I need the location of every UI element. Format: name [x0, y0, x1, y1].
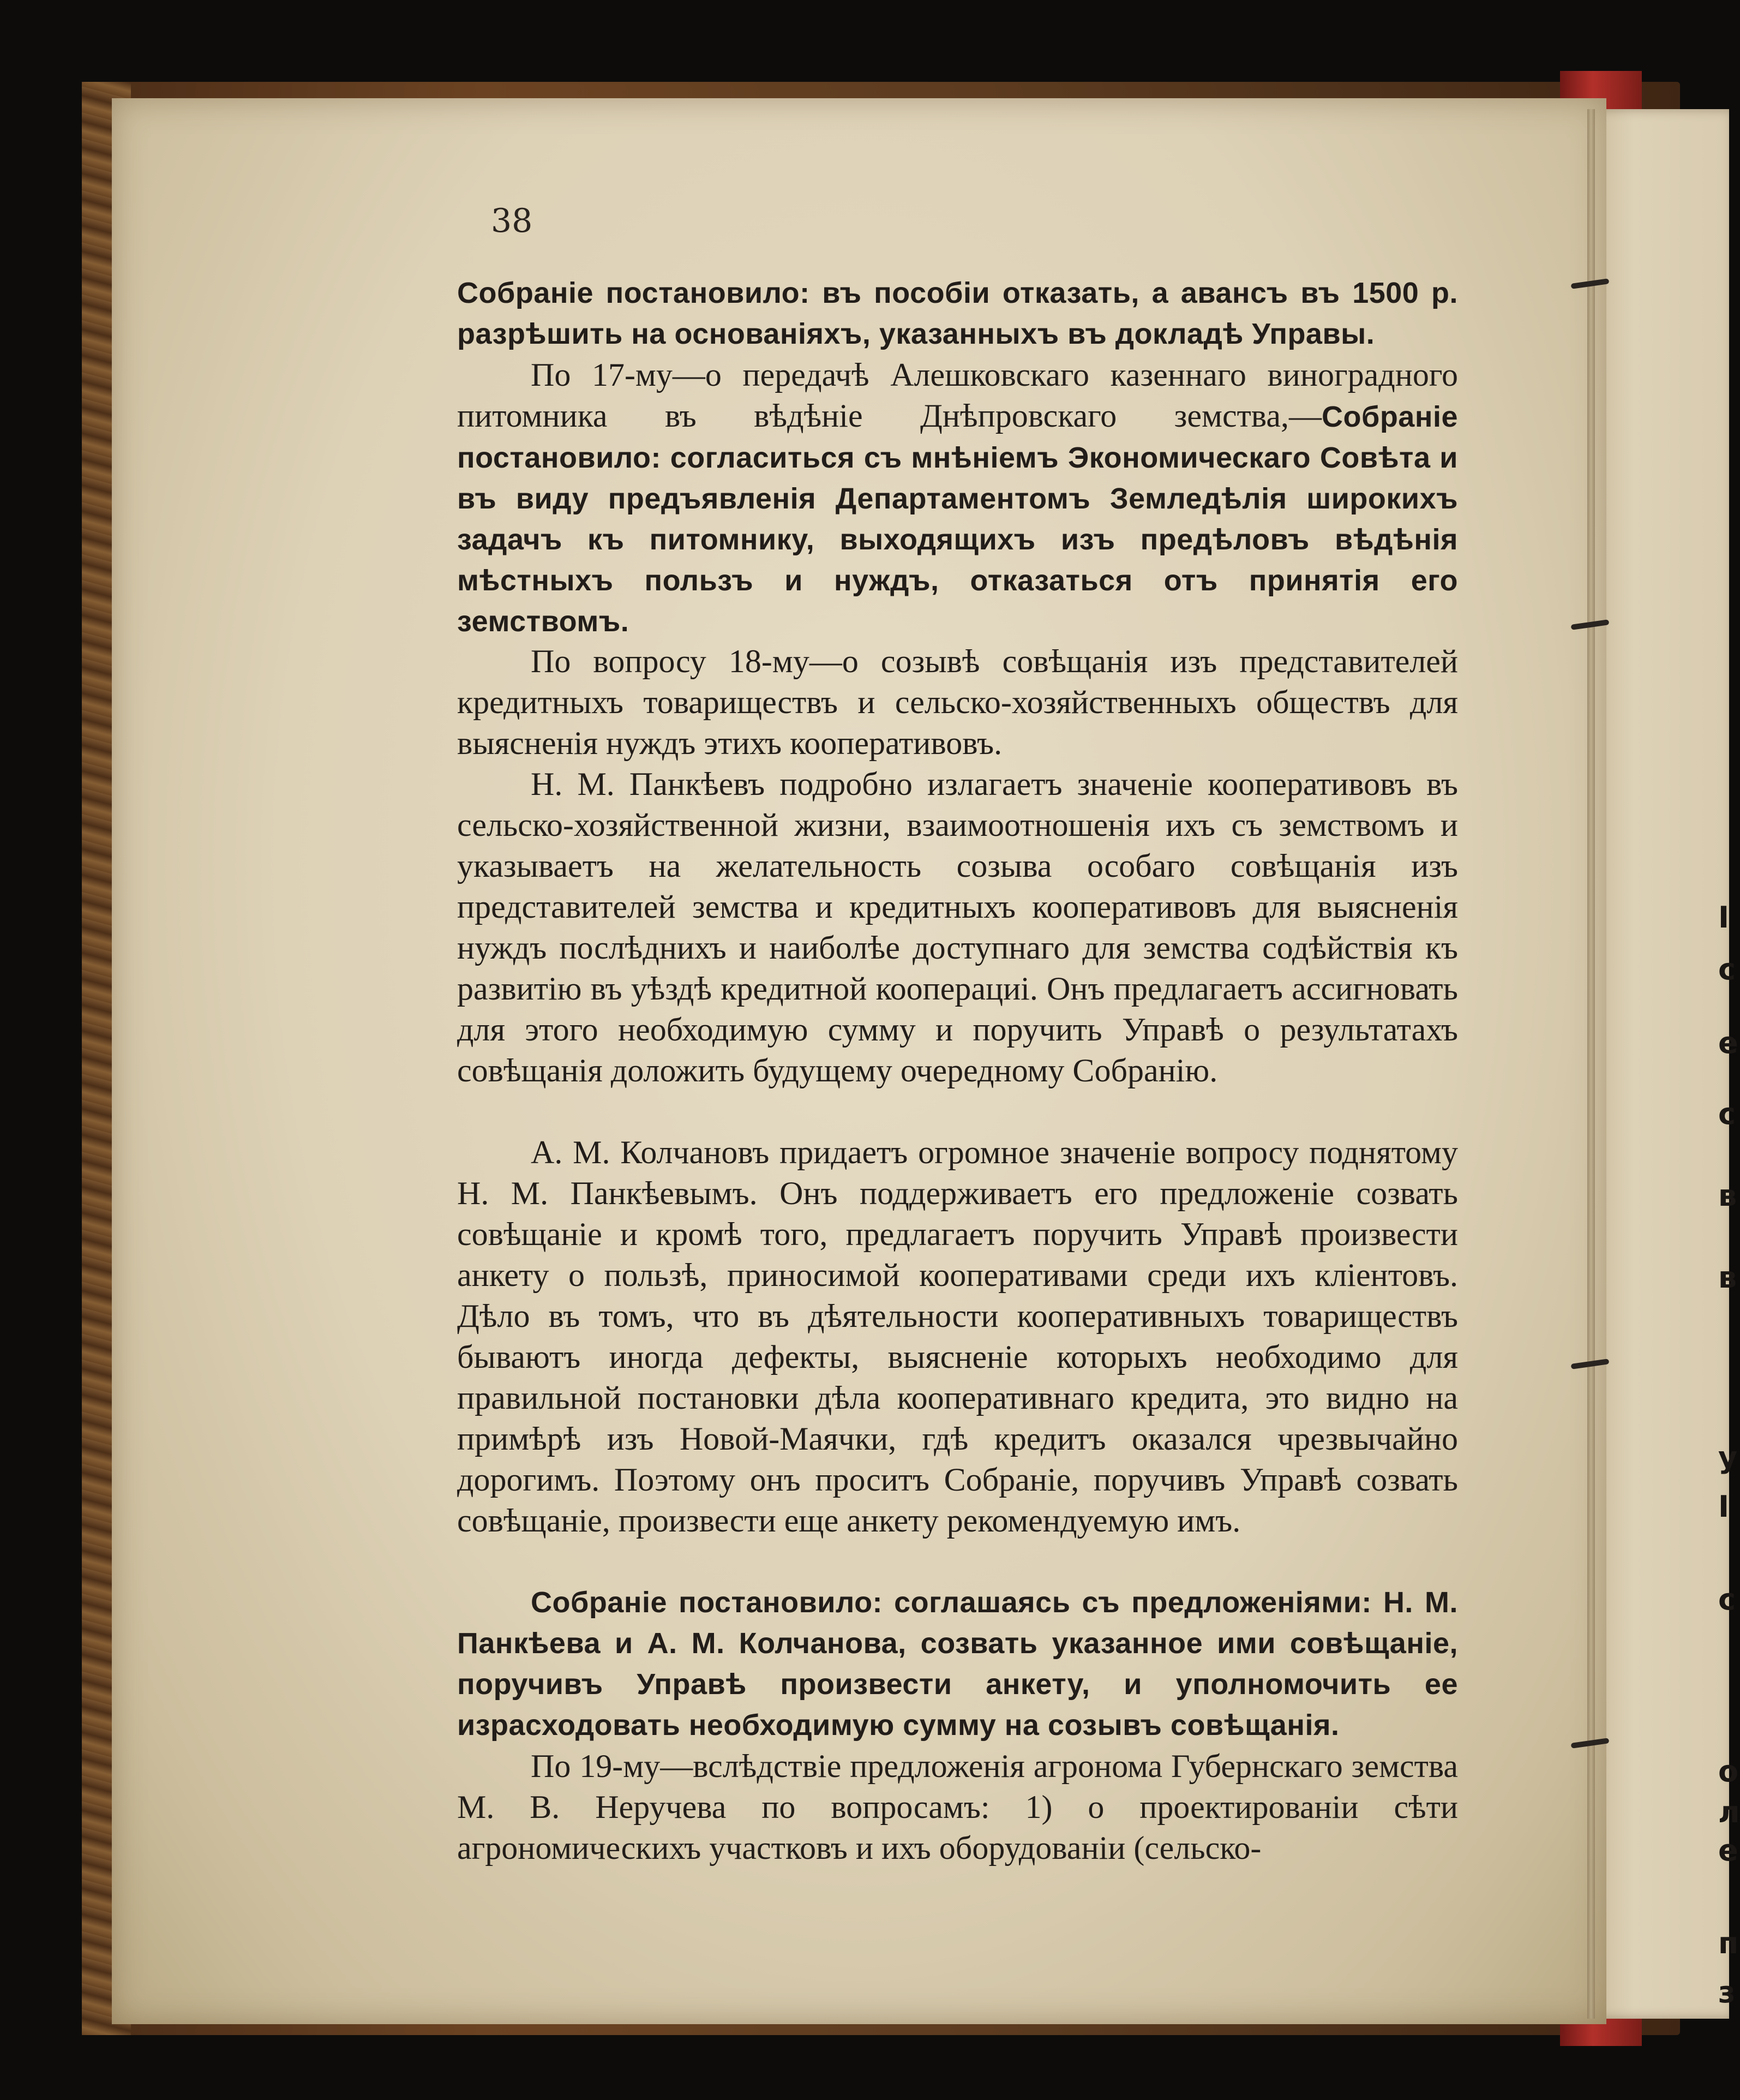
- adjacent-fragment: з: [1718, 1975, 1736, 2009]
- item-17-resolution: Собраніе постановило: согласиться съ мнѣніемъ Экономическаго Совѣта и въ виду предъявленія Департаментомъ Земледѣлія широкихъ задачъ къ питомнику, выходящихъ изъ предѣловъ вѣдѣнія мѣстныхъ пользъ и нуждъ, отказаться отъ принятія его земствомъ.: [457, 400, 1458, 638]
- adjacent-fragment: о: [1718, 1754, 1739, 1788]
- paragraph-item-17: [457, 355, 1458, 642]
- adjacent-fragment: I: [1718, 900, 1730, 935]
- adjacent-fragment: п: [1718, 1926, 1739, 1960]
- resolution-text: Собраніе постановило: въ пособіи отказать, а авансъ въ 1500 р. разрѣшить на основаніяхъ, указанныхъ въ докладѣ Управы.: [457, 277, 1458, 350]
- item-17-intro: По 17-му—о передачѣ Алешковскаго казеннаго виноградного питомника въ вѣдѣніе Днѣпровскаго земства,—: [457, 357, 1458, 434]
- page-number: 38: [491, 202, 533, 240]
- item-19-text: По 19-му—вслѣдствіе предложенія агронома Губернскаго земства М. В. Неручева по вопросамъ: 1) о проектированіи сѣти агрономическихъ участковъ и ихъ оборудованіи (сельско-: [457, 1748, 1458, 1866]
- pankeev-text: Н. М. Панкѣевъ подробно излагаетъ значеніе кооперативовъ въ сельско-хозяйственной жизни, взаимоотношенія ихъ съ земствомъ и указываетъ на желательность созыва особаго совѣщанія изъ представителей земства и кредитныхъ кооперативовъ для выясненія нуждъ послѣднихъ и наиболѣе доступнаго для земства содѣйствія къ развитію въ уѣздѣ кредитной кооперациі. Онъ предлагаетъ ассигновать для этого необходимую сумму и поручить Управѣ о результатахъ совѣщанія доложить будущему очередному Собранію.: [457, 766, 1458, 1088]
- adjacent-fragment: I: [1718, 1489, 1730, 1524]
- adjacent-fragment: е: [1718, 1833, 1738, 1868]
- adjacent-fragment: с: [1718, 1097, 1736, 1131]
- adjacent-fragment: л: [1718, 1795, 1740, 1829]
- paragraph-item-19: [457, 1746, 1458, 1869]
- kolchanov-text: А. М. Колчановъ придаетъ огромное значеніе вопросу поднятому Н. М. Панкѣевымъ. Онъ поддерживаетъ его предложеніе созвать совѣщаніе и кромѣ того, предлагаетъ поручить Управѣ произвести анкету о пользѣ, приносимой кооперативами среди ихъ кліентовъ. Дѣло въ томъ, что въ дѣятельности кооперативныхъ товариществъ бываютъ иногда дефекты, выясненіе которыхъ необходимо для правильной постановки дѣла кооперативнаго кредита, это видно на примѣрѣ изъ Новой-Маячки, гдѣ кредитъ оказался чрезвычайно дорогимъ. Поэтому онъ проситъ Собраніе, поручивъ Управѣ созвать совѣщаніе, произвести еще анкету рекомендуемую имъ.: [457, 1134, 1458, 1539]
- adjacent-page: [1593, 109, 1740, 2019]
- adjacent-fragment: с: [1718, 1582, 1736, 1617]
- paragraph-kolchanov: [457, 1132, 1458, 1541]
- paragraph-resolution-2: [457, 1582, 1458, 1746]
- paragraph-pankeev: [457, 764, 1458, 1091]
- resolution-2-text: Собраніе постановило: соглашаясь съ предложеніями: Н. М. Панкѣева и А. М. Колчанова, созвать указанное ими совѣщаніе, поручивъ Управѣ произвести анкету, и уполномочить ее израсходовать необходимую сумму на созывъ совѣщанія.: [457, 1586, 1458, 1742]
- adjacent-fragment: в: [1718, 1260, 1737, 1295]
- adjacent-fragment: у: [1718, 1440, 1738, 1475]
- paragraph-resolution-1: [457, 273, 1458, 355]
- adjacent-fragment: с: [1718, 952, 1736, 986]
- adjacent-fragment: в: [1718, 1178, 1737, 1213]
- page-gutter: [1587, 109, 1595, 2019]
- item-17-text: [457, 355, 1458, 642]
- item-18-text: По вопросу 18-му—о созывѣ совѣщанія изъ представителей кредитныхъ товариществъ и сельско-хозяйственныхъ обществъ для выясненія нуждъ этихъ кооперативовъ.: [457, 643, 1458, 761]
- paragraph-item-18: [457, 641, 1458, 764]
- adjacent-fragment: е: [1718, 1026, 1738, 1060]
